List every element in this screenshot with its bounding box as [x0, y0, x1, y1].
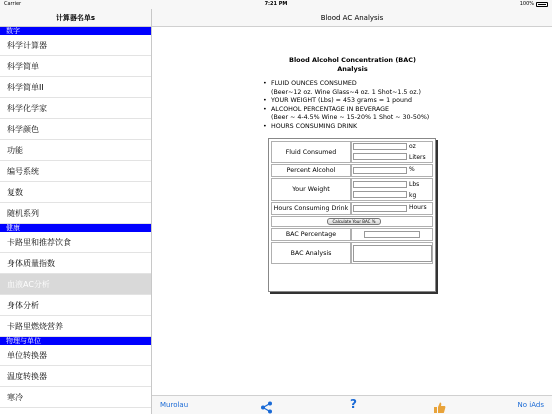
battery-percent: 100% — [519, 1, 534, 7]
instruction-fluid-sub: (Beer~12 oz. Wine Glass~4 oz. 1 Shot~1.5 oz.) — [271, 88, 421, 96]
instruction-alcohol-sub: (Beer ~ 4-4.5% Wine ~ 15-20% 1 Shot ~ 30-50%) — [271, 114, 430, 121]
weight-row — [271, 178, 433, 201]
sidebar-item-scientific-calculator[interactable]: 科学计算器 — [0, 35, 151, 56]
sidebar-item-number-systems[interactable]: 编号系统 — [0, 161, 151, 182]
unit-percent: % — [409, 166, 415, 173]
percent-label: Percent Alcohol — [271, 164, 351, 177]
bac-percentage-cell — [351, 228, 433, 241]
calculate-row — [271, 216, 433, 227]
sidebar-item-scientific-simple-ii[interactable]: 科学简单II — [0, 77, 151, 98]
unit-lbs: Lbs — [409, 181, 420, 188]
hours-input-cell — [351, 202, 433, 215]
instruction-hours — [263, 123, 493, 132]
instruction-fluid — [263, 80, 493, 89]
sidebar-item-scientific-simple[interactable]: 科学简单 — [0, 56, 151, 77]
instruction-alcohol — [263, 106, 493, 115]
carrier-label: Carrier — [4, 1, 22, 7]
bac-analysis-output — [353, 245, 432, 262]
bac-percentage-label: BAC Percentage — [271, 228, 351, 241]
sidebar — [0, 9, 152, 414]
sidebar-item-scientific-color[interactable]: 科学颜色 — [0, 119, 151, 140]
bac-percentage-row — [271, 228, 433, 241]
sidebar-item-complex-numbers[interactable]: 复数 — [0, 182, 151, 203]
weight-kg-input[interactable] — [353, 191, 407, 198]
bottom-toolbar — [152, 395, 552, 414]
battery-indicator — [520, 1, 548, 7]
calculate-bac-button[interactable]: Calculate Your BAC % — [327, 218, 381, 225]
main-content — [153, 28, 552, 395]
share-icon[interactable] — [260, 399, 273, 412]
help-icon[interactable]: ? — [350, 397, 357, 411]
fluid-oz-input[interactable] — [353, 143, 407, 150]
sidebar-item-body-analysis[interactable]: 身体分析 — [0, 295, 151, 316]
percent-input[interactable] — [353, 167, 407, 174]
page-title-line1: Blood Alcohol Concentration (BAC) — [288, 56, 417, 64]
weight-input-cell — [351, 178, 433, 201]
page-title-line2: Analysis — [337, 65, 368, 73]
instruction-alcohol-text: ALCOHOL PERCENTAGE IN BEVERAGE — [271, 105, 390, 113]
thumbs-up-icon[interactable] — [433, 399, 446, 412]
unit-kg: kg — [409, 192, 417, 199]
hours-input[interactable] — [353, 205, 407, 212]
fluid-row — [271, 141, 433, 163]
sidebar-item-calories-diet[interactable]: 卡路里和推荐饮食 — [0, 232, 151, 253]
percent-row — [271, 164, 433, 177]
fluid-liters-input[interactable] — [353, 153, 407, 160]
section-header-numbers: 数字 — [0, 27, 151, 35]
bac-analysis-row — [271, 242, 433, 264]
section-header-health: 健康 — [0, 224, 151, 232]
no-iads-button[interactable]: No iAds — [517, 401, 544, 409]
sidebar-item-blood-ac-analysis[interactable]: 血液AC分析 — [0, 274, 151, 295]
clock-label: 7:21 PM — [264, 1, 288, 7]
sidebar-item-unit-converter[interactable]: 单位转换器 — [0, 345, 151, 366]
hours-label: Hours Consuming Drink — [271, 202, 351, 215]
sidebar-item-temperature-converter[interactable]: 温度转换器 — [0, 366, 151, 387]
bac-analysis-cell — [351, 242, 433, 264]
section-header-physics-units: 物理与单位 — [0, 337, 151, 345]
sidebar-item-random-series[interactable]: 随机系列 — [0, 203, 151, 224]
sidebar-item-calorie-burn[interactable]: 卡路里燃烧营养 — [0, 316, 151, 337]
unit-hours: Hours — [409, 204, 427, 211]
instruction-hours-text: HOURS CONSUMING DRINK — [271, 122, 358, 130]
weight-lbs-input[interactable] — [353, 181, 407, 188]
sidebar-item-scientific-chemist[interactable]: 科学化学家 — [0, 98, 151, 119]
instruction-fluid-text: FLUID OUNCES CONSUMED — [271, 80, 357, 87]
sidebar-item-bmi[interactable]: 身体质量指数 — [0, 253, 151, 274]
status-bar — [0, 0, 552, 9]
nav-title: Blood AC Analysis — [152, 9, 552, 27]
unit-liters: Liters — [409, 154, 426, 161]
percent-input-cell — [351, 164, 433, 177]
hours-row — [271, 202, 433, 215]
bac-calculator — [268, 138, 436, 292]
weight-label: Your Weight — [271, 178, 351, 201]
instruction-weight-text: YOUR WEIGHT (Lbs) = 453 grams = 1 pound — [271, 97, 412, 104]
sidebar-title: 计算器名单s — [0, 9, 151, 27]
sidebar-item-functions[interactable]: 功能 — [0, 140, 151, 161]
instruction-weight — [263, 97, 493, 106]
unit-oz: oz — [409, 143, 416, 150]
sidebar-item-cold[interactable]: 寒冷 — [0, 387, 151, 408]
fluid-input-cell — [351, 141, 433, 163]
page-title — [153, 56, 552, 74]
fluid-label: Fluid Consumed — [271, 141, 351, 163]
bac-percentage-output — [364, 231, 420, 238]
battery-icon — [536, 2, 548, 7]
murolau-link[interactable]: Murolau — [160, 401, 189, 409]
bac-analysis-label: BAC Analysis — [271, 242, 351, 264]
instructions-list — [263, 80, 493, 131]
